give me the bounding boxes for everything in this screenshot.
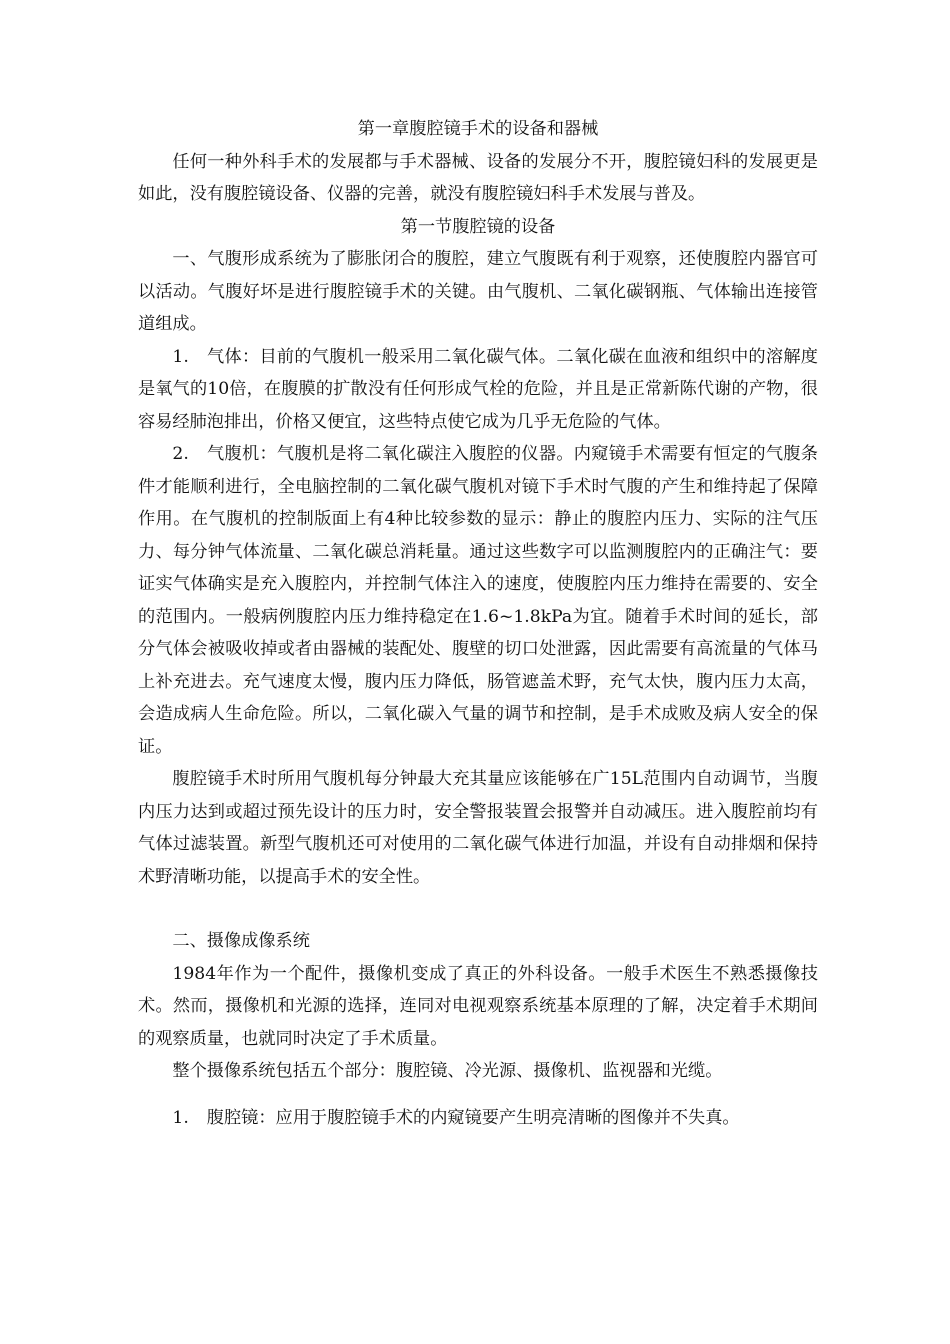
- section-title: 第一节腹腔镜的设备: [400, 216, 556, 237]
- insufflator-item-number: 2.: [172, 444, 189, 464]
- pneumoperitoneum-heading-paragraph: 一、气腹形成系统为了膨胀闭合的腹腔，建立气腹既有利于观察，还使腹腔内器官可以活动。气腹好坏是进行腹腔镜手术的关键。由气腹机、二氧化碳钢瓶、气体输出连接管道组成。: [138, 249, 818, 334]
- laparoscope-item-text: 腹腔镜：应用于腹腔镜手术的内窥镜要产生明亮清晰的图像并不失真。: [206, 1107, 740, 1128]
- camera-components-paragraph: 整个摄像系统包括五个部分：腹腔镜、冷光源、摄像机、监视器和光缆。: [172, 1061, 723, 1081]
- camera-system-heading: 二、摄像成像系统: [172, 931, 310, 951]
- gas-item: [138, 341, 818, 439]
- section-spacer: [138, 893, 818, 925]
- laparoscope-item-number: 1.: [172, 1107, 189, 1128]
- gas-item-text: 气体：目前的气腹机一般采用二氧化碳气体。二氧化碳在血液和组织中的溶解度是氧气的10倍，在腹膜的扩散没有任何形成气栓的危险，并且是正常新陈代谢的产物，很容易经肺泡排出，价格又便宜，这些特点使它成为几乎无危险的气体。: [138, 346, 818, 432]
- insufflator-item: [138, 438, 818, 763]
- insufflator-flow-paragraph: 腹腔镜手术时所用气腹机每分钟最大充其量应该能够在广15L范围内自动调节，当腹内压力达到或超过预先设计的压力时，安全警报装置会报警并自动减压。进入腹腔前均有气体过滤装置。新型气腹机还可对使用的二氧化碳气体进行加温，并设有自动排烟和保持术野清晰功能，以提高手术的安全性。: [138, 769, 818, 887]
- chapter-title: 第一章腹腔镜手术的设备和器械: [357, 119, 599, 139]
- document-body: [138, 113, 818, 1134]
- gas-item-number: 1.: [172, 346, 189, 367]
- intro-paragraph: 任何一种外科手术的发展都与手术器械、设备的发展分不开，腹腔镜妇科的发展更是如此，没有腹腔镜设备、仪器的完善，就没有腹腔镜妇科手术发展与普及。: [138, 151, 818, 204]
- item-spacer: [138, 1088, 818, 1102]
- laparoscope-item: [138, 1102, 818, 1135]
- camera-history-paragraph: 1984年作为一个配件，摄像机变成了真正的外科设备。一般手术医生不熟悉摄像技术。然而，摄像机和光源的选择，连同对电视观察系统基本原理的了解，决定着手术期间的观察质量，也就同时决定了手术质量。: [138, 963, 818, 1049]
- insufflator-item-text: 气腹机：气腹机是将二氧化碳注入腹腔的仪器。内窥镜手术需要有恒定的气腹条件才能顺利进行，全电脑控制的二氧化碳气腹机对镜下手术时气腹的产生和维持起了保障作用。在气腹机的控制版面上有4种比较参数的显示：静止的腹腔内压力、实际的注气压力、每分钟气体流量、二氧化碳总消耗量。通过这些数字可以监测腹腔内的正确注气：要证实气体确实是充入腹腔内，并控制气体注入的速度，使腹腔内压力维持在需要的、安全的范围内。一般病例腹腔内压力维持稳定在1.6~1.8kPa为宜。随着手术时间的延长，部分气体会被吸收掉或者由器械的装配处、腹壁的切口处泄露，因此需要有高流量的气体马上补充进去。充气速度太慢，腹内压力降低，肠管遮盖术野，充气太快，腹内压力太高，会造成病人生命危险。所以，二氧化碳入气量的调节和控制，是手术成败及病人安全的保证。: [138, 444, 818, 757]
